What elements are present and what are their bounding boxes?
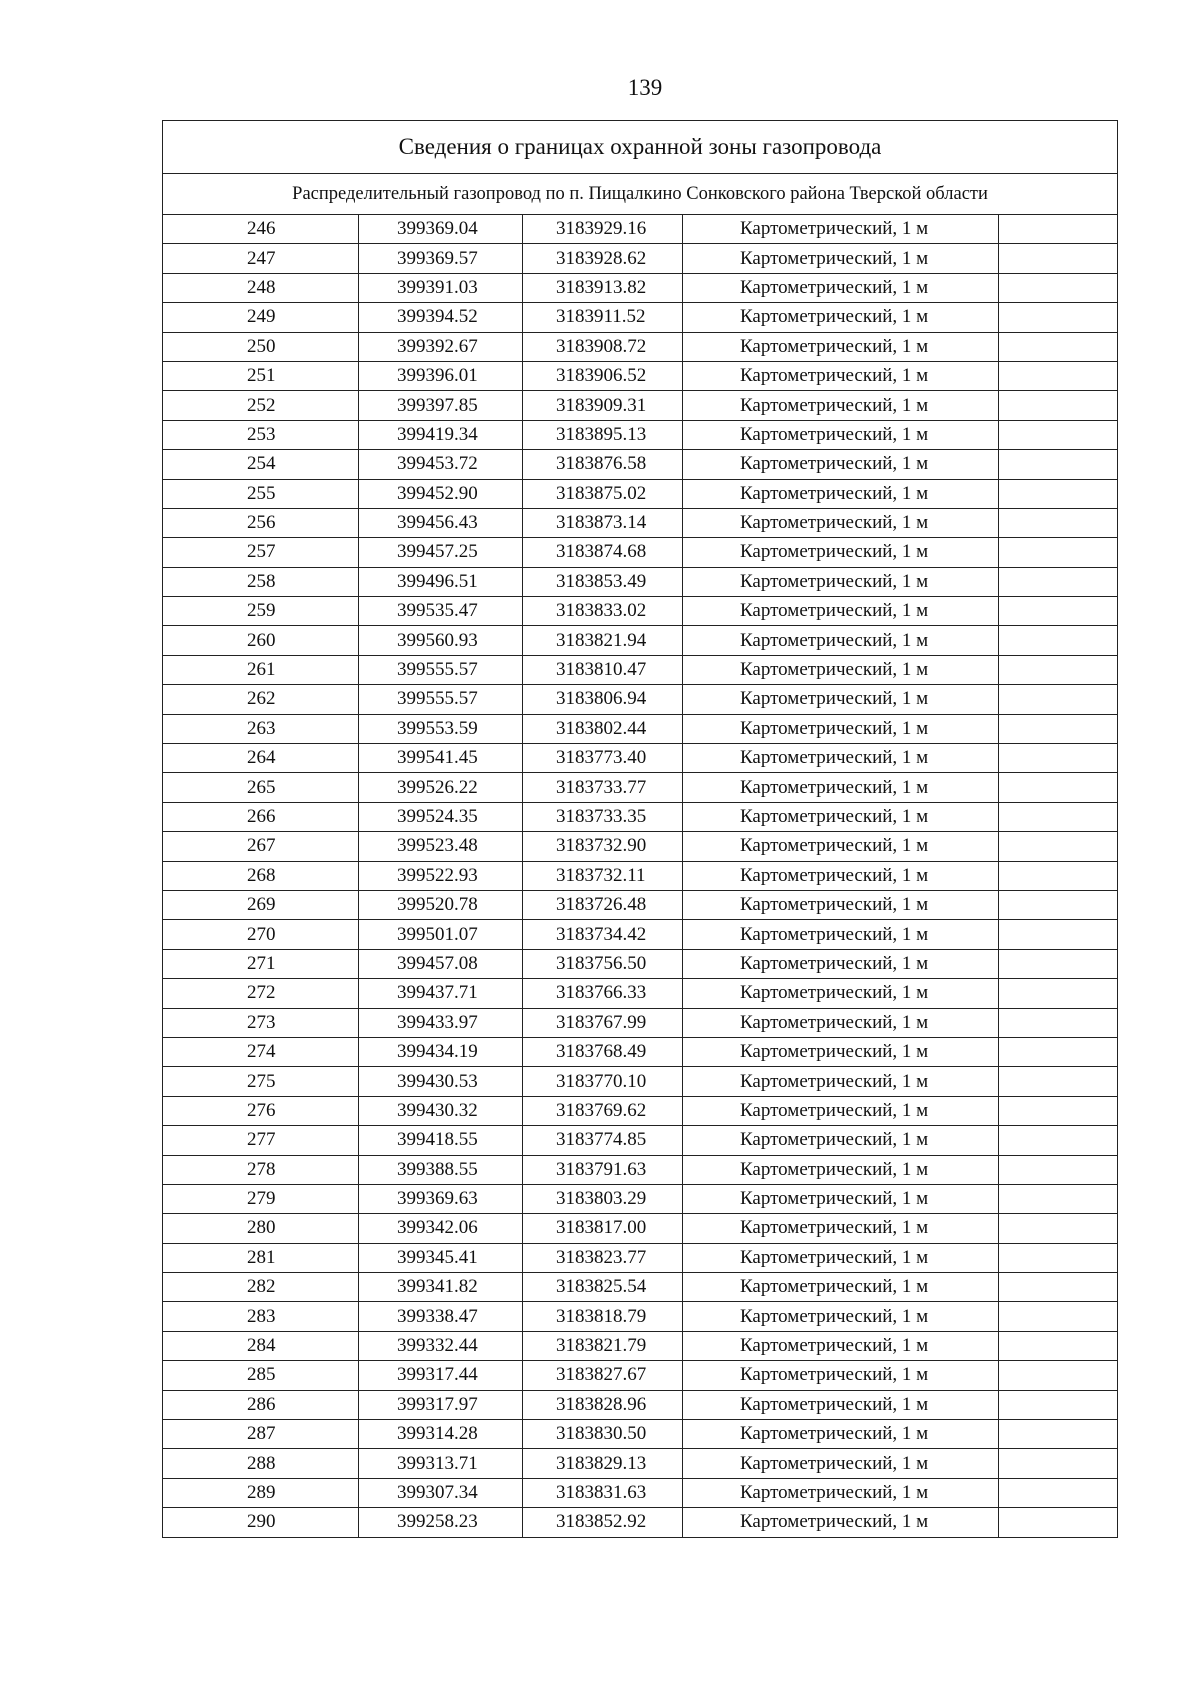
table-row [163,1331,1118,1360]
note-cell [999,1243,1118,1272]
y-coordinate-cell: 3183770.10 [523,1067,683,1096]
y-coordinate-cell: 3183906.52 [523,361,683,390]
point-number-cell: 252 [163,391,359,420]
y-coordinate-cell: 3183876.58 [523,450,683,479]
table-row [163,273,1118,302]
note-cell [999,920,1118,949]
method-cell: Картометрический, 1 м [683,1449,999,1478]
note-cell [999,332,1118,361]
point-number-cell: 250 [163,332,359,361]
y-coordinate-cell: 3183852.92 [523,1508,683,1537]
point-number-cell: 277 [163,1126,359,1155]
point-number-cell: 248 [163,273,359,302]
x-coordinate-cell: 399396.01 [359,361,523,390]
method-cell: Картометрический, 1 м [683,1331,999,1360]
table-row [163,1155,1118,1184]
table-row [163,626,1118,655]
table-row [163,1008,1118,1037]
coordinates-table [162,120,1118,1538]
table-row [163,567,1118,596]
table-row [163,1302,1118,1331]
y-coordinate-cell: 3183732.11 [523,861,683,890]
method-cell: Картометрический, 1 м [683,1096,999,1125]
note-cell [999,1302,1118,1331]
table-row [163,1096,1118,1125]
note-cell [999,567,1118,596]
table-row [163,391,1118,420]
method-cell: Картометрический, 1 м [683,391,999,420]
point-number-cell: 261 [163,655,359,684]
point-number-cell: 254 [163,450,359,479]
method-cell: Картометрический, 1 м [683,979,999,1008]
table-row [163,215,1118,244]
point-number-cell: 256 [163,508,359,537]
note-cell [999,1096,1118,1125]
note-cell [999,655,1118,684]
note-cell [999,1390,1118,1419]
method-cell: Картометрический, 1 м [683,1361,999,1390]
table-row [163,920,1118,949]
y-coordinate-cell: 3183817.00 [523,1214,683,1243]
method-cell: Картометрический, 1 м [683,361,999,390]
y-coordinate-cell: 3183768.49 [523,1037,683,1066]
point-number-cell: 284 [163,1331,359,1360]
method-cell: Картометрический, 1 м [683,508,999,537]
method-cell: Картометрический, 1 м [683,273,999,302]
table-row [163,890,1118,919]
x-coordinate-cell: 399345.41 [359,1243,523,1272]
table-row [163,1037,1118,1066]
method-cell: Картометрический, 1 м [683,1214,999,1243]
table-row [163,744,1118,773]
note-cell [999,773,1118,802]
y-coordinate-cell: 3183823.77 [523,1243,683,1272]
method-cell: Картометрический, 1 м [683,626,999,655]
method-cell: Картометрический, 1 м [683,1126,999,1155]
x-coordinate-cell: 399341.82 [359,1273,523,1302]
method-cell: Картометрический, 1 м [683,890,999,919]
note-cell [999,1037,1118,1066]
method-cell: Картометрический, 1 м [683,832,999,861]
note-cell [999,861,1118,890]
table-row [163,420,1118,449]
point-number-cell: 257 [163,538,359,567]
y-coordinate-cell: 3183774.85 [523,1126,683,1155]
note-cell [999,1273,1118,1302]
method-cell: Картометрический, 1 м [683,567,999,596]
y-coordinate-cell: 3183821.94 [523,626,683,655]
method-cell: Картометрический, 1 м [683,450,999,479]
method-cell: Картометрический, 1 м [683,1067,999,1096]
point-number-cell: 279 [163,1184,359,1213]
y-coordinate-cell: 3183726.48 [523,890,683,919]
point-number-cell: 283 [163,1302,359,1331]
table-row [163,1478,1118,1507]
note-cell [999,1214,1118,1243]
note-cell [999,450,1118,479]
x-coordinate-cell: 399338.47 [359,1302,523,1331]
method-cell: Картометрический, 1 м [683,1508,999,1537]
y-coordinate-cell: 3183773.40 [523,744,683,773]
note-cell [999,538,1118,567]
table-subtitle-row [163,174,1118,215]
table-row [163,802,1118,831]
y-coordinate-cell: 3183802.44 [523,714,683,743]
method-cell: Картометрический, 1 м [683,479,999,508]
table-title: Сведения о границах охранной зоны газопровода [163,121,1118,174]
note-cell [999,714,1118,743]
x-coordinate-cell: 399369.57 [359,244,523,273]
x-coordinate-cell: 399456.43 [359,508,523,537]
y-coordinate-cell: 3183829.13 [523,1449,683,1478]
table-row [163,655,1118,684]
method-cell: Картометрический, 1 м [683,1478,999,1507]
method-cell: Картометрический, 1 м [683,1390,999,1419]
y-coordinate-cell: 3183911.52 [523,303,683,332]
x-coordinate-cell: 399452.90 [359,479,523,508]
note-cell [999,1184,1118,1213]
note-cell [999,244,1118,273]
x-coordinate-cell: 399258.23 [359,1508,523,1537]
point-number-cell: 268 [163,861,359,890]
table-row [163,450,1118,479]
point-number-cell: 258 [163,567,359,596]
note-cell [999,1449,1118,1478]
point-number-cell: 249 [163,303,359,332]
x-coordinate-cell: 399332.44 [359,1331,523,1360]
x-coordinate-cell: 399526.22 [359,773,523,802]
table-subtitle: Распределительный газопровод по п. Пищалкино Сонковского района Тверской области [163,174,1118,215]
x-coordinate-cell: 399430.53 [359,1067,523,1096]
point-number-cell: 260 [163,626,359,655]
method-cell: Картометрический, 1 м [683,1184,999,1213]
x-coordinate-cell: 399524.35 [359,802,523,831]
x-coordinate-cell: 399496.51 [359,567,523,596]
y-coordinate-cell: 3183806.94 [523,685,683,714]
x-coordinate-cell: 399307.34 [359,1478,523,1507]
note-cell [999,685,1118,714]
method-cell: Картометрический, 1 м [683,773,999,802]
method-cell: Картометрический, 1 м [683,949,999,978]
point-number-cell: 271 [163,949,359,978]
table-row [163,1449,1118,1478]
point-number-cell: 269 [163,890,359,919]
method-cell: Картометрический, 1 м [683,215,999,244]
point-number-cell: 276 [163,1096,359,1125]
point-number-cell: 288 [163,1449,359,1478]
x-coordinate-cell: 399555.57 [359,685,523,714]
point-number-cell: 290 [163,1508,359,1537]
x-coordinate-cell: 399501.07 [359,920,523,949]
table-row [163,685,1118,714]
note-cell [999,1126,1118,1155]
point-number-cell: 275 [163,1067,359,1096]
method-cell: Картометрический, 1 м [683,332,999,361]
note-cell [999,508,1118,537]
point-number-cell: 280 [163,1214,359,1243]
point-number-cell: 286 [163,1390,359,1419]
method-cell: Картометрический, 1 м [683,685,999,714]
note-cell [999,1420,1118,1449]
point-number-cell: 274 [163,1037,359,1066]
table-row [163,597,1118,626]
x-coordinate-cell: 399434.19 [359,1037,523,1066]
y-coordinate-cell: 3183909.31 [523,391,683,420]
point-number-cell: 253 [163,420,359,449]
note-cell [999,479,1118,508]
x-coordinate-cell: 399560.93 [359,626,523,655]
point-number-cell: 278 [163,1155,359,1184]
method-cell: Картометрический, 1 м [683,303,999,332]
y-coordinate-cell: 3183828.96 [523,1390,683,1419]
point-number-cell: 263 [163,714,359,743]
x-coordinate-cell: 399453.72 [359,450,523,479]
note-cell [999,1155,1118,1184]
y-coordinate-cell: 3183825.54 [523,1273,683,1302]
y-coordinate-cell: 3183853.49 [523,567,683,596]
y-coordinate-cell: 3183803.29 [523,1184,683,1213]
y-coordinate-cell: 3183732.90 [523,832,683,861]
table-row [163,979,1118,1008]
table-row [163,861,1118,890]
point-number-cell: 285 [163,1361,359,1390]
point-number-cell: 247 [163,244,359,273]
x-coordinate-cell: 399457.25 [359,538,523,567]
note-cell [999,303,1118,332]
x-coordinate-cell: 399369.63 [359,1184,523,1213]
note-cell [999,420,1118,449]
x-coordinate-cell: 399394.52 [359,303,523,332]
y-coordinate-cell: 3183810.47 [523,655,683,684]
note-cell [999,1067,1118,1096]
method-cell: Картометрический, 1 м [683,1243,999,1272]
table-row [163,1273,1118,1302]
y-coordinate-cell: 3183827.67 [523,1361,683,1390]
table-row [163,1067,1118,1096]
method-cell: Картометрический, 1 м [683,597,999,626]
y-coordinate-cell: 3183767.99 [523,1008,683,1037]
x-coordinate-cell: 399430.32 [359,1096,523,1125]
table-row [163,303,1118,332]
note-cell [999,1361,1118,1390]
point-number-cell: 267 [163,832,359,861]
y-coordinate-cell: 3183756.50 [523,949,683,978]
table-row [163,1243,1118,1272]
x-coordinate-cell: 399419.34 [359,420,523,449]
y-coordinate-cell: 3183873.14 [523,508,683,537]
y-coordinate-cell: 3183830.50 [523,1420,683,1449]
note-cell [999,744,1118,773]
x-coordinate-cell: 399388.55 [359,1155,523,1184]
table-row [163,332,1118,361]
point-number-cell: 255 [163,479,359,508]
method-cell: Картометрический, 1 м [683,655,999,684]
y-coordinate-cell: 3183874.68 [523,538,683,567]
point-number-cell: 282 [163,1273,359,1302]
table-title-row [163,121,1118,174]
x-coordinate-cell: 399553.59 [359,714,523,743]
method-cell: Картометрический, 1 м [683,714,999,743]
table-row [163,832,1118,861]
point-number-cell: 265 [163,773,359,802]
table-row [163,244,1118,273]
method-cell: Картометрический, 1 м [683,1273,999,1302]
y-coordinate-cell: 3183875.02 [523,479,683,508]
y-coordinate-cell: 3183818.79 [523,1302,683,1331]
y-coordinate-cell: 3183831.63 [523,1478,683,1507]
x-coordinate-cell: 399313.71 [359,1449,523,1478]
method-cell: Картометрический, 1 м [683,861,999,890]
x-coordinate-cell: 399418.55 [359,1126,523,1155]
point-number-cell: 281 [163,1243,359,1272]
note-cell [999,890,1118,919]
method-cell: Картометрический, 1 м [683,802,999,831]
note-cell [999,391,1118,420]
x-coordinate-cell: 399522.93 [359,861,523,890]
x-coordinate-cell: 399314.28 [359,1420,523,1449]
y-coordinate-cell: 3183833.02 [523,597,683,626]
method-cell: Картометрический, 1 м [683,1302,999,1331]
table-row [163,361,1118,390]
x-coordinate-cell: 399317.97 [359,1390,523,1419]
note-cell [999,273,1118,302]
table-row [163,538,1118,567]
point-number-cell: 266 [163,802,359,831]
note-cell [999,832,1118,861]
x-coordinate-cell: 399457.08 [359,949,523,978]
table-row [163,1420,1118,1449]
y-coordinate-cell: 3183821.79 [523,1331,683,1360]
point-number-cell: 287 [163,1420,359,1449]
x-coordinate-cell: 399555.57 [359,655,523,684]
y-coordinate-cell: 3183766.33 [523,979,683,1008]
note-cell [999,597,1118,626]
table-row [163,714,1118,743]
method-cell: Картометрический, 1 м [683,244,999,273]
point-number-cell: 270 [163,920,359,949]
x-coordinate-cell: 399541.45 [359,744,523,773]
note-cell [999,626,1118,655]
y-coordinate-cell: 3183929.16 [523,215,683,244]
table-row [163,479,1118,508]
y-coordinate-cell: 3183928.62 [523,244,683,273]
point-number-cell: 273 [163,1008,359,1037]
x-coordinate-cell: 399342.06 [359,1214,523,1243]
point-number-cell: 264 [163,744,359,773]
method-cell: Картометрический, 1 м [683,1037,999,1066]
note-cell [999,949,1118,978]
y-coordinate-cell: 3183791.63 [523,1155,683,1184]
x-coordinate-cell: 399535.47 [359,597,523,626]
note-cell [999,1331,1118,1360]
y-coordinate-cell: 3183913.82 [523,273,683,302]
x-coordinate-cell: 399437.71 [359,979,523,1008]
method-cell: Картометрический, 1 м [683,1008,999,1037]
y-coordinate-cell: 3183895.13 [523,420,683,449]
table-row [163,1508,1118,1537]
y-coordinate-cell: 3183769.62 [523,1096,683,1125]
table-row [163,1126,1118,1155]
method-cell: Картометрический, 1 м [683,1155,999,1184]
x-coordinate-cell: 399523.48 [359,832,523,861]
method-cell: Картометрический, 1 м [683,1420,999,1449]
point-number-cell: 262 [163,685,359,714]
table-row [163,1184,1118,1213]
table-row [163,1390,1118,1419]
coordinates-table-body [163,121,1118,1538]
x-coordinate-cell: 399369.04 [359,215,523,244]
table-row [163,1214,1118,1243]
method-cell: Картометрический, 1 м [683,420,999,449]
note-cell [999,802,1118,831]
point-number-cell: 289 [163,1478,359,1507]
point-number-cell: 259 [163,597,359,626]
point-number-cell: 272 [163,979,359,1008]
note-cell [999,215,1118,244]
method-cell: Картометрический, 1 м [683,538,999,567]
table-row [163,773,1118,802]
x-coordinate-cell: 399317.44 [359,1361,523,1390]
x-coordinate-cell: 399391.03 [359,273,523,302]
note-cell [999,979,1118,1008]
method-cell: Картометрический, 1 м [683,920,999,949]
x-coordinate-cell: 399392.67 [359,332,523,361]
x-coordinate-cell: 399520.78 [359,890,523,919]
y-coordinate-cell: 3183733.77 [523,773,683,802]
note-cell [999,1508,1118,1537]
x-coordinate-cell: 399433.97 [359,1008,523,1037]
x-coordinate-cell: 399397.85 [359,391,523,420]
note-cell [999,1478,1118,1507]
note-cell [999,361,1118,390]
point-number-cell: 246 [163,215,359,244]
method-cell: Картометрический, 1 м [683,744,999,773]
note-cell [999,1008,1118,1037]
y-coordinate-cell: 3183734.42 [523,920,683,949]
table-row [163,949,1118,978]
point-number-cell: 251 [163,361,359,390]
page-number: 139 [627,75,663,100]
table-row [163,508,1118,537]
table-row [163,1361,1118,1390]
y-coordinate-cell: 3183733.35 [523,802,683,831]
y-coordinate-cell: 3183908.72 [523,332,683,361]
